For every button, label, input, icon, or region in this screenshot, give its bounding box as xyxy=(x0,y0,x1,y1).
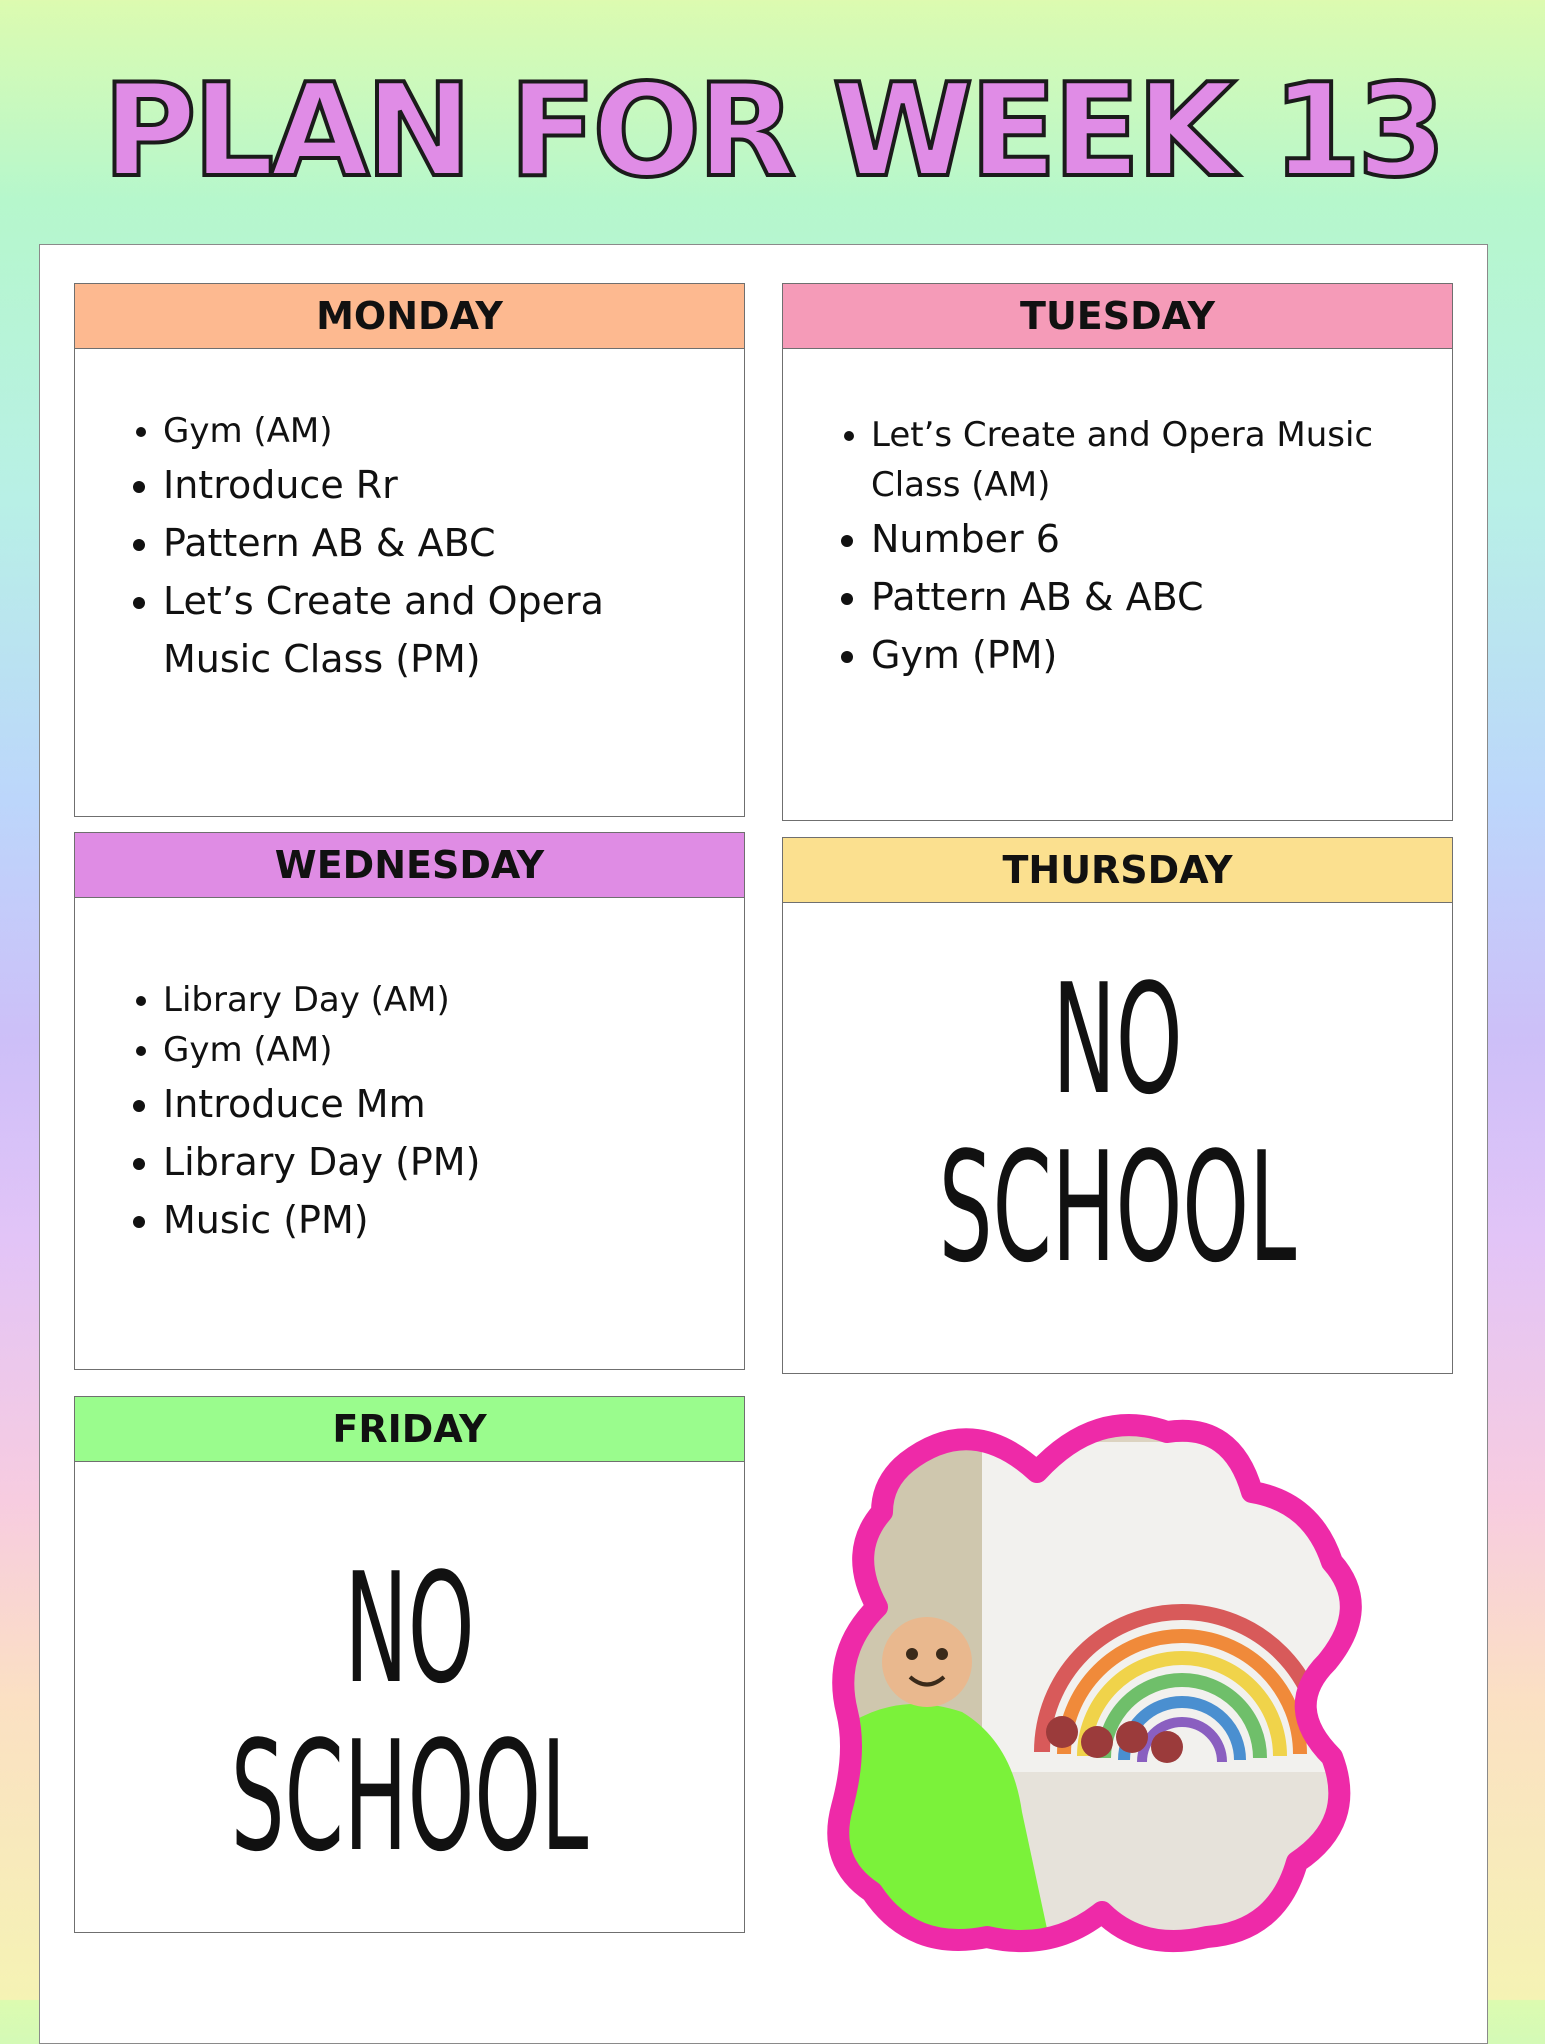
list-item: • Number 6 xyxy=(871,510,1432,568)
friday-card xyxy=(74,1396,745,1933)
thursday-header: THURSDAY xyxy=(782,837,1453,903)
no-school-line2: SCHOOL xyxy=(230,1708,589,1885)
list-item: • Gym (AM) xyxy=(163,1025,724,1075)
list-item: • Gym (PM) xyxy=(871,626,1432,684)
no-school-line1: NO xyxy=(1052,951,1183,1128)
no-school-line1: NO xyxy=(344,1540,475,1717)
thursday-card xyxy=(782,837,1453,1374)
monday-card xyxy=(74,283,745,817)
list-item: • Pattern AB & ABC xyxy=(163,514,724,572)
no-school-text xyxy=(202,1540,617,1885)
list-item: • Introduce Rr xyxy=(163,456,724,514)
monday-header: MONDAY xyxy=(74,283,745,349)
wednesday-card xyxy=(74,832,745,1370)
no-school-line2: SCHOOL xyxy=(938,1119,1297,1296)
page-title: PLAN FOR WEEK 13 xyxy=(102,57,1443,206)
tuesday-list xyxy=(821,410,1432,684)
list-item: • Introduce Mm xyxy=(163,1075,724,1133)
list-item: • Let’s Create and Opera Music Class (AM) xyxy=(871,410,1432,510)
wednesday-header: WEDNESDAY xyxy=(74,832,745,898)
friday-header: FRIDAY xyxy=(74,1396,745,1462)
list-item: • Gym (AM) xyxy=(163,406,724,456)
wednesday-list xyxy=(113,975,724,1249)
no-school-text xyxy=(910,951,1325,1296)
monday-list xyxy=(113,406,724,688)
tuesday-card xyxy=(782,283,1453,821)
list-item: • Pattern AB & ABC xyxy=(871,568,1432,626)
list-item: • Let’s Create and Opera Music Class (PM) xyxy=(163,572,724,688)
list-item: • Library Day (PM) xyxy=(163,1133,724,1191)
tuesday-header: TUESDAY xyxy=(782,283,1453,349)
list-item: • Library Day (AM) xyxy=(163,975,724,1025)
list-item: • Music (PM) xyxy=(163,1191,724,1249)
child-painting-rainbow-photo xyxy=(812,1392,1392,1972)
